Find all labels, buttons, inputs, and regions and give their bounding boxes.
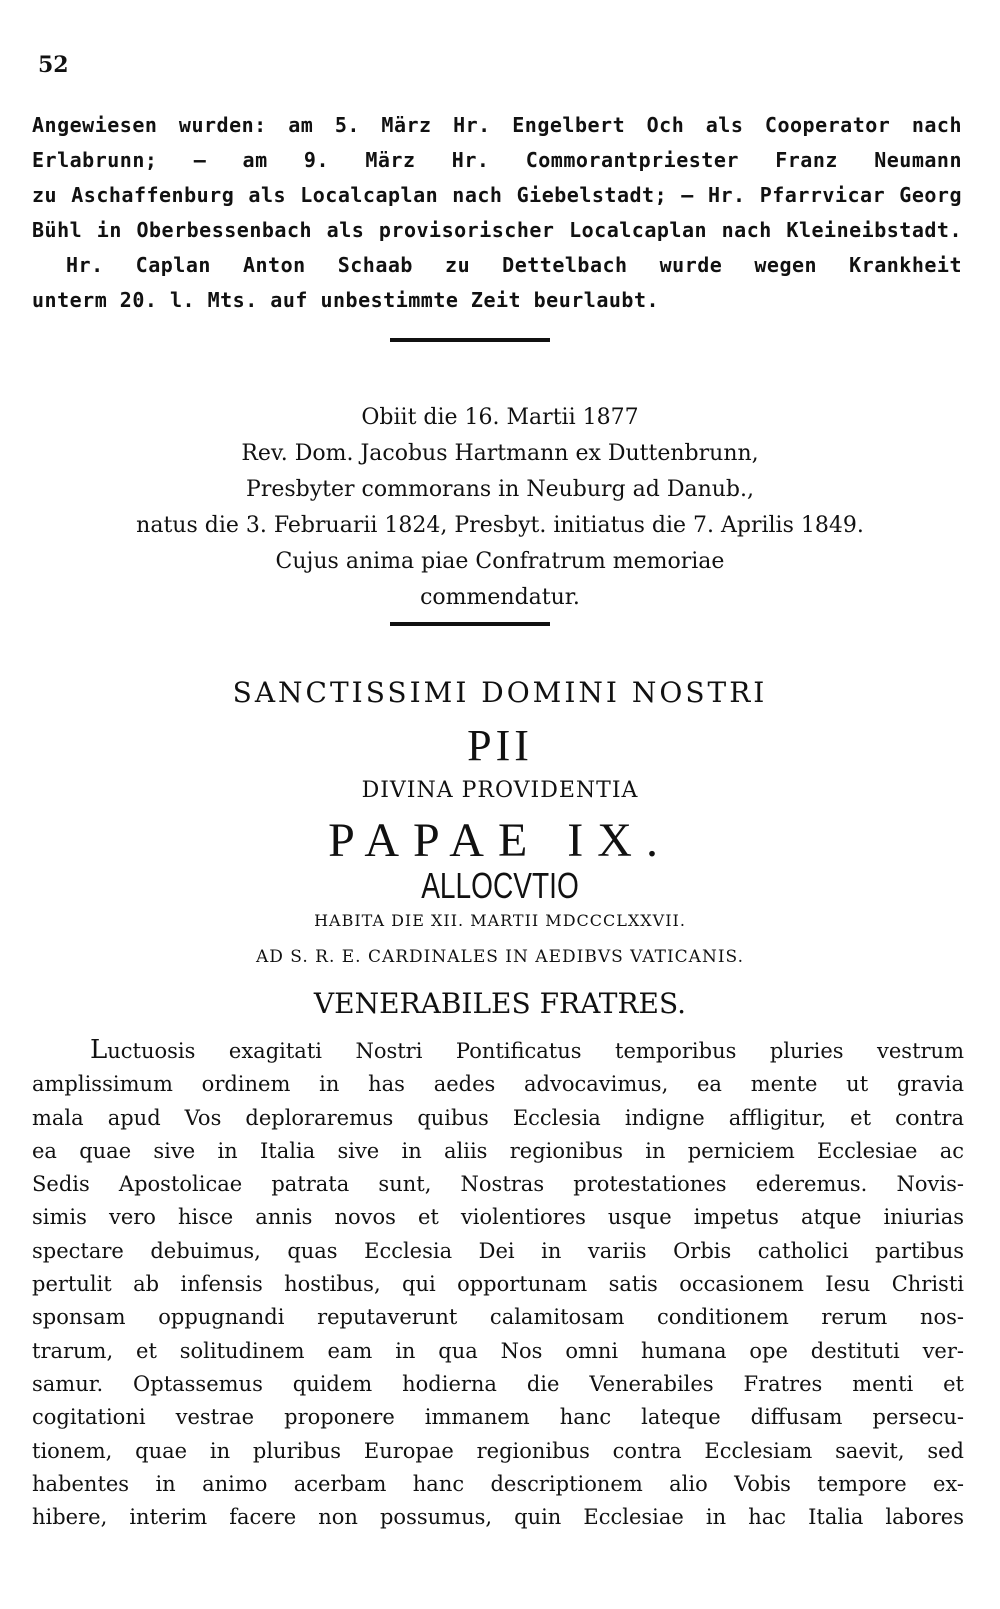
page-number: 52: [38, 52, 69, 78]
body-line: amplissimum ordinem in has aedes advocavimus, ea mente ut gravia: [32, 1072, 964, 1097]
body-line: pertulit ab infensis hostibus, qui opportunam satis occasionem Iesu Christi: [32, 1272, 964, 1297]
body-line: trarum, et solitudinem eam in qua Nos omni humana ope destituti ver-: [32, 1338, 964, 1363]
section-divider: [390, 338, 550, 342]
notice-line: Angewiesen wurden: am 5. März Hr. Engelbert Och als Cooperator nach: [32, 113, 962, 137]
obituary-line: Rev. Dom. Jacobus Hartmann ex Duttenbrunn,: [241, 441, 759, 466]
obituary-line: commendatur.: [420, 585, 580, 610]
allocution-title-line2: PII: [467, 721, 533, 770]
notice-line: unterm 20. l. Mts. auf unbestimmte Zeit beurlaubt.: [32, 288, 660, 312]
allocution-title-line4: PAPAE IX.: [328, 814, 672, 867]
obituary: [60, 400, 940, 616]
body-line: habentes in animo acerbam hanc descriptionem alio Vobis tempore ex-: [32, 1471, 964, 1496]
allocution-audience: AD S. R. E. CARDINALES IN AEDIBVS VATICANIS.: [255, 947, 744, 967]
section-divider: [390, 622, 550, 626]
body-line: Sedis Apostolicae patrata sunt, Nostras protestationes ederemus. Novis-: [32, 1172, 964, 1197]
allocution-date: HABITA DIE XII. MARTII MDCCCLXXVII.: [314, 911, 686, 930]
body-line: samur. Optassemus quidem hodierna die Venerabiles Fratres menti et: [32, 1371, 964, 1396]
body-line-rest: uctuosis exagitati Nostri Pontificatus temporibus pluries vestrum: [107, 1039, 964, 1063]
body-line: cogitationi vestrae proponere immanem hanc lateque diffusam persecu-: [32, 1405, 964, 1430]
notice-line: zu Aschaffenburg als Localcaplan nach Giebelstadt; — Hr. Pfarrvicar Georg: [32, 183, 962, 207]
notice-line: Bühl in Oberbessenbach als provisorischer Localcaplan nach Kleineibstadt.: [32, 218, 962, 242]
body-line: hibere, interim facere non possumus, quin Ecclesiae in hac Italia labores: [32, 1505, 964, 1530]
obituary-line: Presbyter commorans in Neuburg ad Danub.,: [246, 477, 754, 502]
initial-letter: L: [90, 1035, 108, 1065]
body-line: simis vero hisce annis novos et violentiores usque impetus atque iniurias: [32, 1205, 964, 1230]
obituary-line: natus die 3. Februarii 1824, Presbyt. initiatus die 7. Aprilis 1849.: [136, 513, 864, 538]
allocution-heading: ALLOCVTIO: [421, 865, 579, 906]
body-line: spectare debuimus, quas Ecclesia Dei in variis Orbis catholici partibus: [32, 1238, 964, 1263]
appointments-notice: [32, 108, 962, 318]
body-line: mala apud Vos deploraremus quibus Ecclesia indigne affligitur, et contra: [32, 1105, 964, 1130]
body-line: ea quae sive in Italia sive in aliis regionibus in perniciem Ecclesiae ac: [32, 1138, 964, 1163]
obituary-line: Cujus anima piae Confratrum memoriae: [275, 549, 725, 574]
body-line: [32, 1034, 964, 1068]
obituary-line: Obiit die 16. Martii 1877: [361, 405, 639, 430]
allocution-title-line3: DIVINA PROVIDENTIA: [361, 778, 639, 803]
allocution-title-line1: SANCTISSIMI DOMINI NOSTRI: [232, 676, 768, 709]
allocution-body: [32, 1034, 964, 1534]
body-line: tionem, quae in pluribus Europae regionibus contra Ecclesiam saevit, sed: [32, 1438, 964, 1463]
notice-line: Hr. Caplan Anton Schaab zu Dettelbach wurde wegen Krankheit: [66, 253, 962, 277]
body-line: sponsam oppugnandi reputaverunt calamitosam conditionem rerum nos-: [32, 1305, 964, 1330]
notice-line: Erlabrunn; — am 9. März Hr. Commorantpriester Franz Neumann: [32, 148, 962, 172]
salutation: VENERABILES FRATRES.: [313, 987, 687, 1020]
